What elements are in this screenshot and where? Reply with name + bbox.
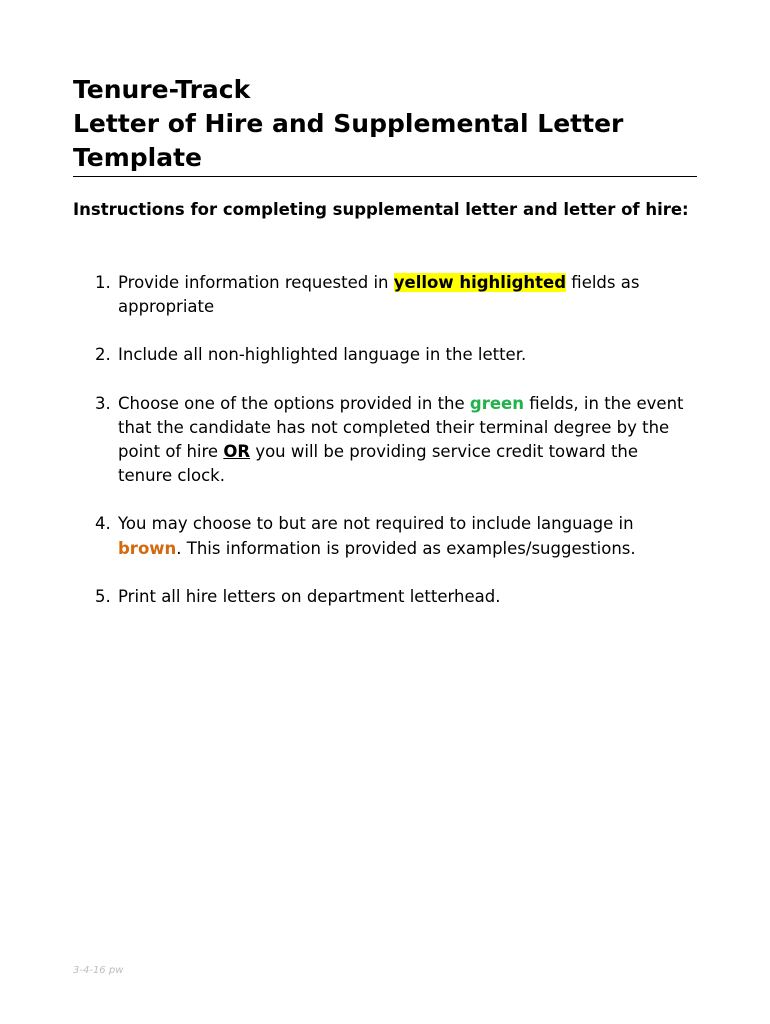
step-text: Choose one of the options provided in the — [118, 393, 470, 413]
step-number: 5. — [95, 586, 111, 606]
instruction-item-3 — [95, 392, 695, 489]
step-text: . This information is provided as examples/suggestions. — [176, 538, 636, 558]
step-text: you will be providing service credit toward the tenure clock. — [118, 442, 639, 486]
instruction-item-5 — [95, 585, 695, 609]
step-text: Include all non-highlighted language in the letter. — [118, 345, 527, 365]
instruction-item-2 — [95, 343, 695, 367]
step-text: fields, in the event that the candidate has not completed their terminal degree by the point of hire — [118, 393, 684, 462]
step-text: You may choose to but are not required to include language in — [118, 514, 634, 534]
instruction-item-1 — [95, 271, 695, 319]
document-title — [73, 73, 697, 177]
or-emphasis: OR — [223, 442, 251, 462]
step-number: 3. — [95, 393, 111, 413]
step-number: 2. — [95, 345, 111, 365]
brown-text: brown — [118, 538, 177, 558]
title-line-1: Tenure-Track — [73, 75, 251, 104]
title-line-3: Template — [73, 143, 202, 172]
instruction-list — [95, 271, 695, 633]
step-text: fields as appropriate — [118, 273, 640, 317]
yellow-highlight-text: yellow highlighted — [393, 273, 567, 292]
instructions-heading: Instructions for completing supplemental letter and letter of hire: — [73, 200, 689, 219]
step-number: 1. — [95, 273, 111, 292]
green-text: green — [469, 393, 524, 413]
step-text: Print all hire letters on department letterhead. — [118, 586, 501, 606]
step-text: Provide information requested in — [118, 273, 394, 292]
instruction-item-4 — [95, 512, 695, 560]
step-number: 4. — [95, 514, 111, 534]
footer-note: 3-4-16 pw — [73, 965, 124, 976]
title-line-2: Letter of Hire and Supplemental Letter — [73, 109, 624, 138]
